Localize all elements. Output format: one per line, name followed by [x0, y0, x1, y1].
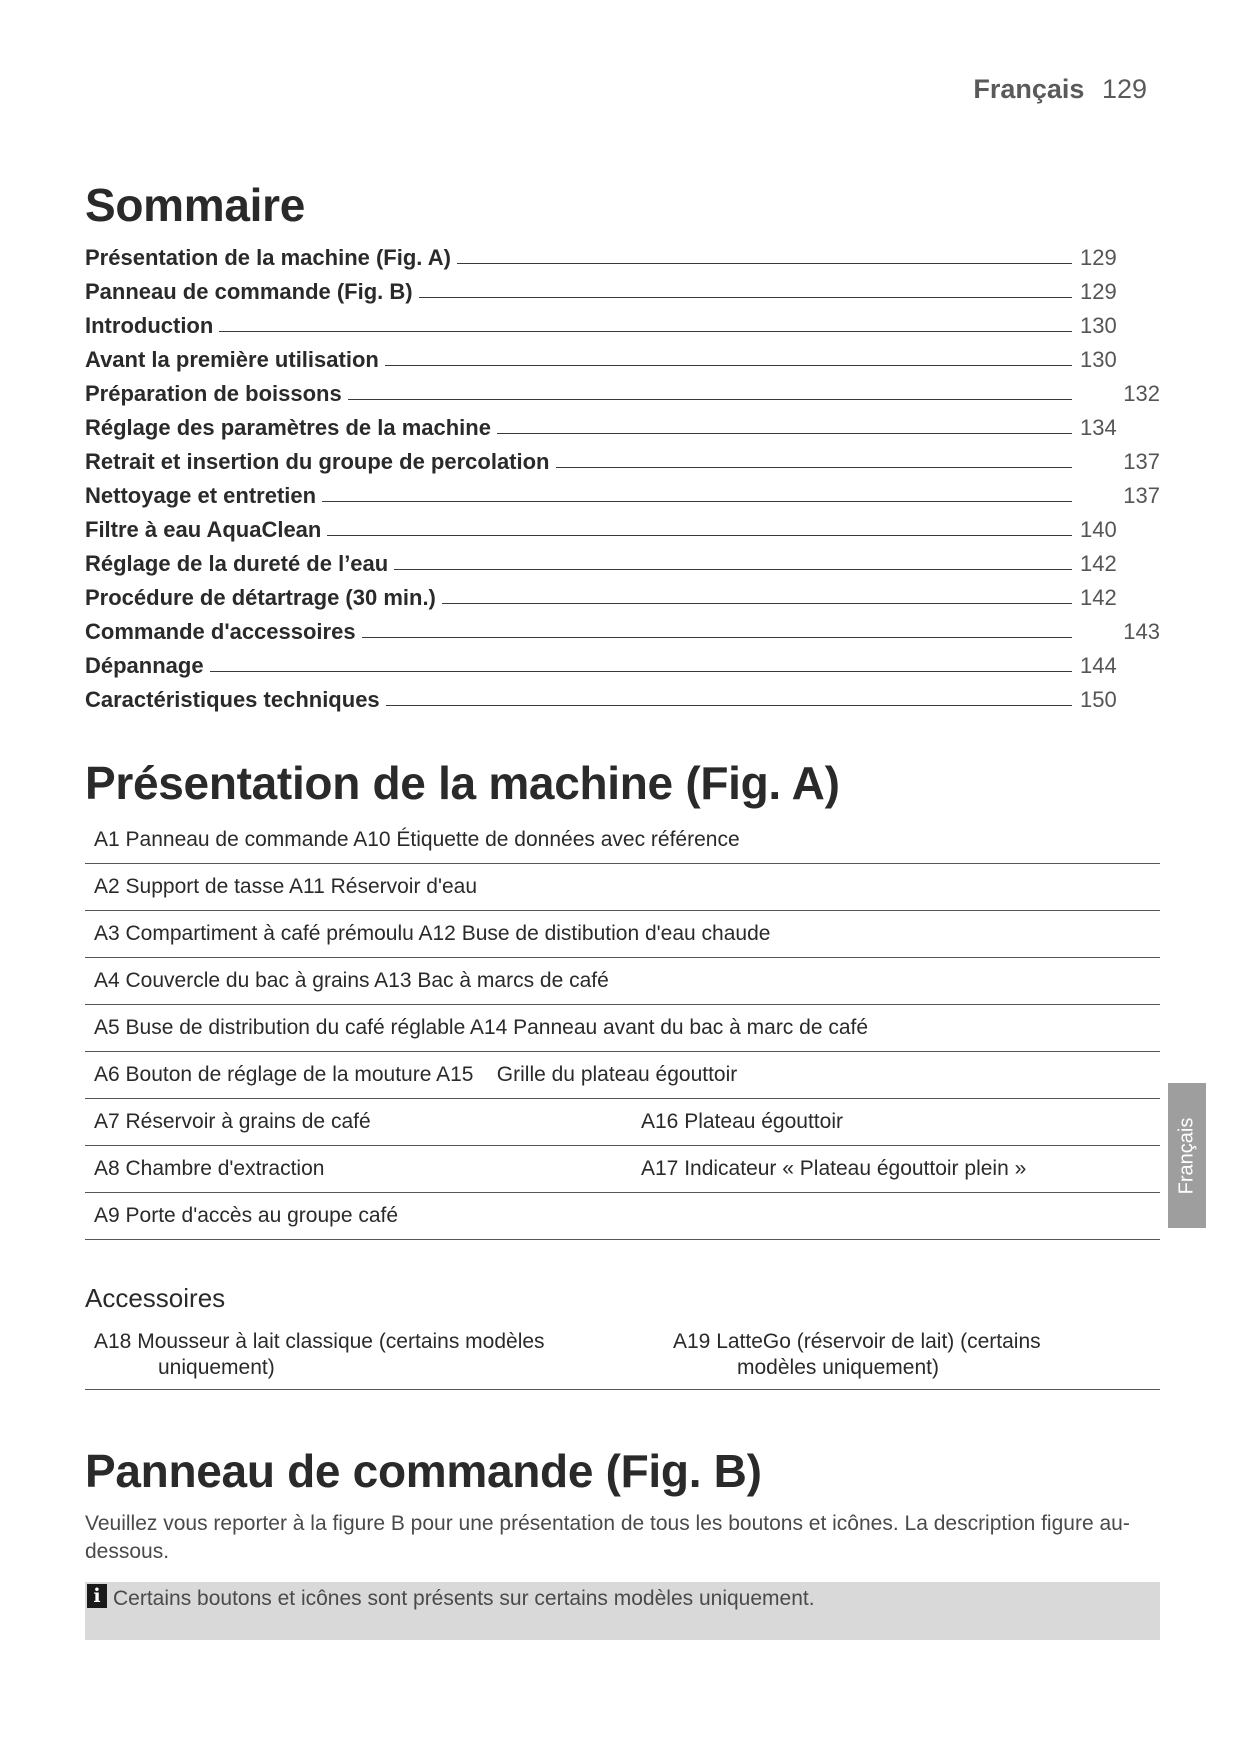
part-row — [85, 1193, 1160, 1240]
toc-leader — [327, 534, 1072, 536]
toc-entry-page: 143 — [1123, 619, 1160, 644]
part-row — [85, 911, 1160, 958]
toc-leader — [419, 296, 1072, 298]
toc-entry[interactable] — [85, 373, 1160, 407]
toc-entry-label: Nettoyage et entretien — [85, 483, 317, 508]
part-cell: A5 Buse de distribution du café réglable A14 Panneau avant du bac à marc de café — [94, 1016, 869, 1039]
toc-leader — [394, 568, 1072, 570]
part-cell: A6 Bouton de réglage de la mouture A15 Grille du plateau égouttoir — [94, 1063, 738, 1086]
toc-entry-page: 144 — [1080, 653, 1117, 678]
part-row — [85, 1005, 1160, 1052]
toc-entry-page: 142 — [1080, 585, 1117, 610]
note-text: Certains boutons et icônes sont présents sur certains modèles uniquement. — [113, 1587, 815, 1610]
toc-entry[interactable] — [85, 645, 1160, 679]
part-row — [85, 1146, 1160, 1193]
toc-entry-page: 132 — [1123, 381, 1160, 406]
toc-entry[interactable] — [85, 679, 1160, 713]
toc-entry[interactable] — [85, 271, 1160, 305]
side-tab-label: Français — [1175, 1117, 1198, 1194]
language-side-tab[interactable] — [1168, 1083, 1206, 1228]
toc-entry-page: 130 — [1080, 313, 1117, 338]
part-cell: A9 Porte d'accès au groupe café — [94, 1204, 399, 1227]
info-icon: i — [87, 1584, 107, 1608]
toc-title: Sommaire — [85, 179, 306, 231]
toc-entry-label: Retrait et insertion du groupe de percolation — [85, 449, 550, 474]
toc-entry[interactable] — [85, 509, 1160, 543]
toc-leader — [385, 364, 1072, 366]
parts-list — [85, 817, 1160, 1240]
toc-entry[interactable] — [85, 577, 1160, 611]
toc-entry-page: 134 — [1080, 415, 1117, 440]
accessory-item — [673, 1329, 1153, 1381]
toc-entry-label: Procédure de détartrage (30 min.) — [85, 585, 436, 610]
toc-leader — [348, 398, 1072, 400]
part-row — [85, 817, 1160, 864]
part-cell: A16 Plateau égouttoir — [641, 1110, 843, 1133]
page-number: 129 — [1101, 74, 1147, 104]
toc-leader — [386, 704, 1072, 706]
table-of-contents — [85, 237, 1160, 713]
part-row — [85, 1099, 1160, 1146]
toc-leader — [442, 602, 1072, 604]
toc-leader — [362, 636, 1072, 638]
toc-entry-label: Introduction — [85, 313, 214, 338]
toc-entry-page: 130 — [1080, 347, 1117, 372]
toc-entry[interactable] — [85, 441, 1160, 475]
toc-entry-page: 140 — [1080, 517, 1117, 542]
toc-entry[interactable] — [85, 237, 1160, 271]
toc-entry-label: Filtre à eau AquaClean — [85, 517, 322, 542]
part-row — [85, 958, 1160, 1005]
panel-section-title: Panneau de commande (Fig. B) — [85, 1445, 762, 1497]
toc-entry-label: Panneau de commande (Fig. B) — [85, 279, 413, 304]
toc-entry-page: 137 — [1123, 449, 1160, 474]
part-cell: A7 Réservoir à grains de café — [94, 1110, 371, 1133]
accessory-text: uniquement) — [158, 1356, 275, 1379]
toc-entry-page: 137 — [1123, 483, 1160, 508]
toc-entry[interactable] — [85, 407, 1160, 441]
toc-entry-page: 129 — [1080, 245, 1117, 270]
part-cell: A17 Indicateur « Plateau égouttoir plein » — [641, 1157, 1027, 1180]
part-row — [85, 1052, 1160, 1099]
toc-entry[interactable] — [85, 305, 1160, 339]
toc-leader — [457, 262, 1072, 264]
machine-section-title: Présentation de la machine (Fig. A) — [85, 757, 840, 809]
toc-leader — [556, 466, 1073, 468]
accessories-title: Accessoires — [85, 1283, 226, 1313]
toc-entry[interactable] — [85, 475, 1160, 509]
accessory-text: modèles uniquement) — [737, 1356, 939, 1379]
toc-leader — [219, 330, 1072, 332]
part-row — [85, 864, 1160, 911]
toc-entry-label: Dépannage — [85, 653, 204, 678]
toc-entry-label: Préparation de boissons — [85, 381, 342, 406]
toc-entry-label: Réglage des paramètres de la machine — [85, 415, 491, 440]
part-cell: A3 Compartiment à café prémoulu A12 Buse de distibution d'eau chaude — [94, 922, 771, 945]
toc-leader — [497, 432, 1072, 434]
panel-description: Veuillez vous reporter à la figure B pour une présentation de tous les boutons et icônes. La description figure au-dessous. — [85, 1512, 1130, 1563]
toc-entry-page: 129 — [1080, 279, 1117, 304]
toc-entry-label: Réglage de la dureté de l’eau — [85, 551, 389, 576]
info-note — [85, 1582, 1160, 1640]
toc-entry[interactable] — [85, 543, 1160, 577]
accessory-item — [94, 1329, 614, 1381]
toc-entry[interactable] — [85, 611, 1160, 645]
toc-leader — [322, 500, 1072, 502]
toc-entry-label: Commande d'accessoires — [85, 619, 356, 644]
toc-entry-label: Avant la première utilisation — [85, 347, 379, 372]
toc-entry-label: Caractéristiques techniques — [85, 687, 380, 712]
accessories-list — [85, 1323, 1160, 1390]
accessory-text: A19 LatteGo (réservoir de lait) (certains — [673, 1330, 1041, 1353]
page-header — [973, 74, 1147, 105]
toc-entry[interactable] — [85, 339, 1160, 373]
header-language: Français — [973, 74, 1085, 104]
toc-leader — [210, 670, 1072, 672]
part-cell: A8 Chambre d'extraction — [94, 1157, 325, 1180]
toc-entry-label: Présentation de la machine (Fig. A) — [85, 245, 451, 270]
toc-entry-page: 150 — [1080, 687, 1117, 712]
part-cell: A1 Panneau de commande A10 Étiquette de données avec référence — [94, 828, 740, 851]
toc-entry-page: 142 — [1080, 551, 1117, 576]
accessory-text: A18 Mousseur à lait classique (certains modèles — [94, 1330, 545, 1353]
part-cell: A2 Support de tasse A11 Réservoir d'eau — [94, 875, 478, 898]
part-cell: A4 Couvercle du bac à grains A13 Bac à marcs de café — [94, 969, 609, 992]
